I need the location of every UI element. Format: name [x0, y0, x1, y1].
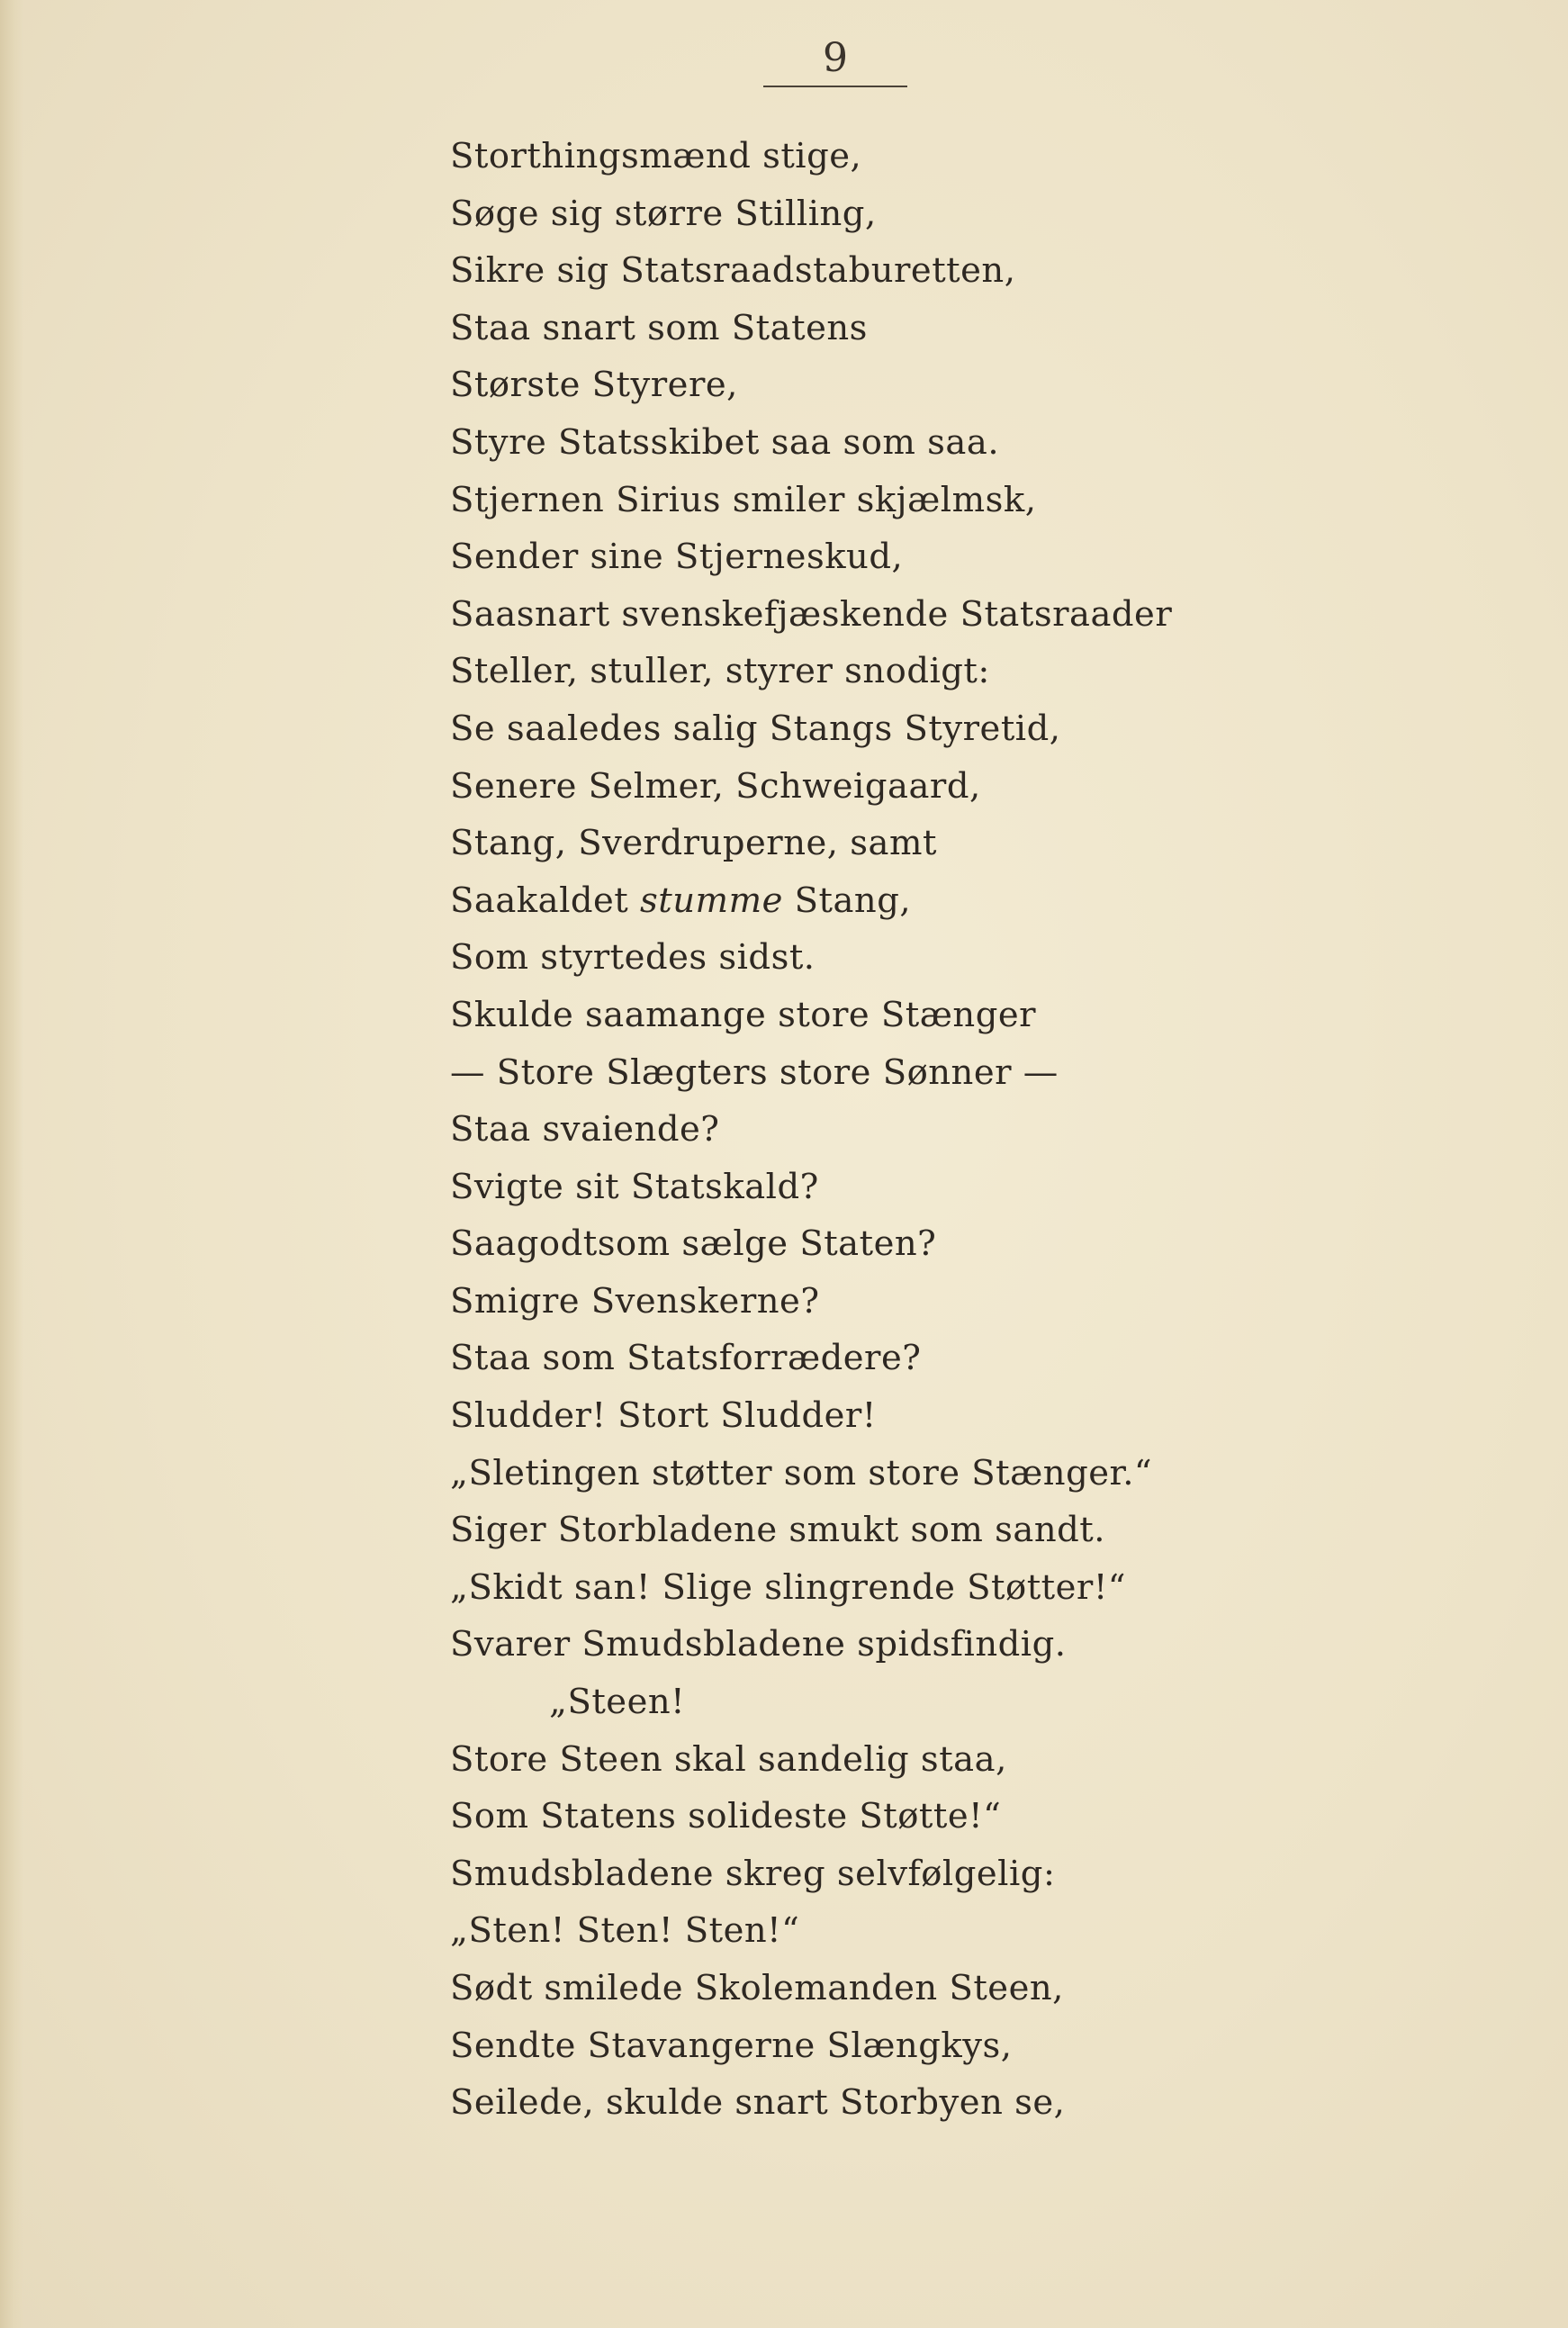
- page-number: 9: [823, 35, 848, 81]
- poem-line: Stang, Sverdruperne, samt: [450, 823, 937, 864]
- poem-line: Som Statens solideste Støtte!“: [450, 1796, 1002, 1837]
- poem-line: Staa snart som Statens: [450, 307, 868, 348]
- poem-line: Saagodtsom sælge Staten?: [450, 1223, 937, 1265]
- poem-line: Som styrtedes sidst.: [450, 937, 816, 979]
- poem-line: „Sletingen støtter som store Stænger.“: [450, 1452, 1153, 1493]
- poem-line: Sikre sig Statsraadstaburetten,: [450, 250, 1016, 292]
- poem-line: [450, 872, 1530, 930]
- poem-line: Storthingsmænd stige,: [450, 136, 862, 176]
- poem-line: Skulde saamange store Stænger: [450, 994, 1037, 1035]
- poem-line: Se saaledes salig Stangs Styretid,: [450, 708, 1061, 749]
- poem-line: Steller, stuller, styrer snodigt:: [450, 651, 990, 692]
- poem-line: Svigte sit Statskald?: [450, 1166, 819, 1207]
- poem-line: Sludder! Stort Sludder!: [450, 1395, 877, 1437]
- poem-line: Søge sig større Stilling,: [450, 193, 877, 234]
- poem-line: Sødt smilede Skolemanden Steen,: [450, 1968, 1064, 2008]
- poem-line: Senere Selmer, Schweigaard,: [450, 765, 981, 807]
- poem-line: Staa svaiende?: [450, 1109, 720, 1150]
- poem-line: Sendte Stavangerne Slængkys,: [450, 2025, 1013, 2066]
- poem-line-end: Stang,: [794, 880, 912, 921]
- poem-line-start: Saakaldet: [450, 880, 629, 921]
- poem-line-indented: „Steen!: [549, 1682, 686, 1723]
- page-number-rule: [763, 86, 907, 87]
- poem-line: Styre Statsskibet saa som saa.: [450, 421, 1000, 463]
- poem-line: — Store Slægters store Sønner —: [450, 1051, 1059, 1093]
- poem-line: Stjernen Sirius smiler skjælmsk,: [450, 479, 1037, 520]
- poem-line: Sender sine Stjerneskud,: [450, 537, 904, 578]
- poem-line: Siger Storbladene smukt som sandt.: [450, 1510, 1105, 1551]
- poem-line: „Sten! Sten! Sten!“: [450, 1910, 800, 1952]
- page-gutter-shadow: [0, 0, 23, 2328]
- poem-line: Store Steen skal sandelig staa,: [450, 1738, 1007, 1780]
- poem-line: Smigre Svenskerne?: [450, 1280, 820, 1322]
- poem-text: [450, 128, 1530, 2132]
- poem-line: Svarer Smudsbladene spidsfindig.: [450, 1624, 1067, 1665]
- poem-line: Største Styrere,: [450, 365, 738, 406]
- poem-line: Saasnart svenskefjæskende Statsraader: [450, 593, 1173, 635]
- poem-line: Seilede, skulde snart Storbyen se,: [450, 2082, 1066, 2124]
- italic-word: stumme: [640, 880, 783, 921]
- poem-line: Staa som Statsforrædere?: [450, 1338, 922, 1379]
- poem-line: „Skidt san! Slige slingrende Støtter!“: [450, 1566, 1126, 1608]
- poem-line: Smudsbladene skreg selvfølgelig:: [450, 1853, 1056, 1894]
